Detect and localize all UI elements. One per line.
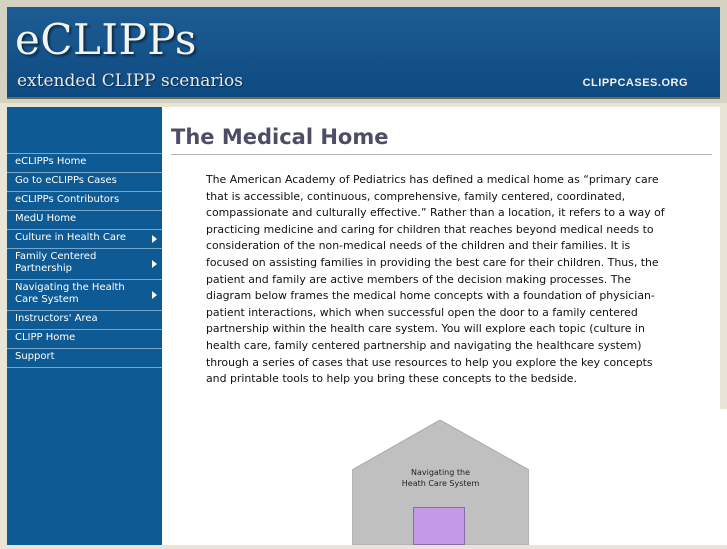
sidebar-item-label: MedU Home [15,213,77,224]
sidebar-item-label: Instructors' Area [15,313,98,324]
sidebar-item-eclipps-home[interactable] [7,153,162,172]
sidebar-item-label: Navigating the Health Care System [15,282,125,305]
sidebar-item-culture-in-health-care[interactable] [7,229,162,248]
sidebar-item-label: Family Centered Partnership [15,251,97,274]
sidebar-item-eclipps-cases[interactable] [7,172,162,191]
sidebar [7,107,162,545]
roof-label [352,467,529,489]
sidebar-item-family-centered-partnership[interactable] [7,248,162,279]
header-banner [0,0,727,103]
page-title: The Medical Home [171,125,389,149]
sidebar-item-clipp-home[interactable] [7,329,162,348]
sidebar-item-instructors-area[interactable] [7,310,162,329]
submenu-arrow-icon [152,260,157,268]
banner-panel [7,7,720,99]
sidebar-item-label: eCLIPPs Contributors [15,194,120,205]
main-content [162,107,720,409]
submenu-arrow-icon [152,235,157,243]
submenu-arrow-icon [152,291,157,299]
sidebar-item-label: CLIPP Home [15,332,76,343]
site-url-link[interactable]: CLIPPCASES.ORG [582,77,688,89]
site-logo-subtitle: extended CLIPP scenarios [17,71,243,91]
title-divider [171,154,712,155]
sidebar-item-label: Support [15,351,55,362]
sidebar-item-support[interactable] [7,348,162,368]
roof-label-line2: Heath Care System [401,479,480,488]
sidebar-item-label: eCLIPPs Home [15,156,87,167]
sidebar-item-eclipps-contributors[interactable] [7,191,162,210]
intro-paragraph: The American Academy of Pediatrics has defined a medical home as “primary care that is accessible, continuous, comprehensive, family centered, coordinated, compassionate and culturally effective.” Rather than a location, it refers to a way of practicing medicine and caring for children that reaches beyond medical needs to consideration of the non-medical needs of the children and their families. It is focused on assisting families in providing the best care for their children. Thus, the patient and family are active members of the decision making processes. The diagram below frames the medical home concepts with a foundation of physician-patient interactions, which when successful open the door to a family centered partnership within the health care system. You will explore each topic (culture in health care, family centered partnership and navigating the healthcare system) through a series of cases that use resources to help you explore the key concepts and printable tools to help you bring these concepts to the bedside. [206,173,665,386]
sidebar-item-navigating-health-care-system[interactable] [7,279,162,310]
diagram-area [162,409,727,545]
house-door-box [413,507,465,545]
site-logo-title[interactable]: eCLIPPs [15,15,197,64]
roof-label-line1: Navigating the [410,468,470,477]
sidebar-item-medu-home[interactable] [7,210,162,229]
sidebar-nav [7,153,162,368]
sidebar-item-label: Go to eCLIPPs Cases [15,175,117,186]
sidebar-item-label: Culture in Health Care [15,232,127,243]
medical-home-diagram [352,420,529,545]
